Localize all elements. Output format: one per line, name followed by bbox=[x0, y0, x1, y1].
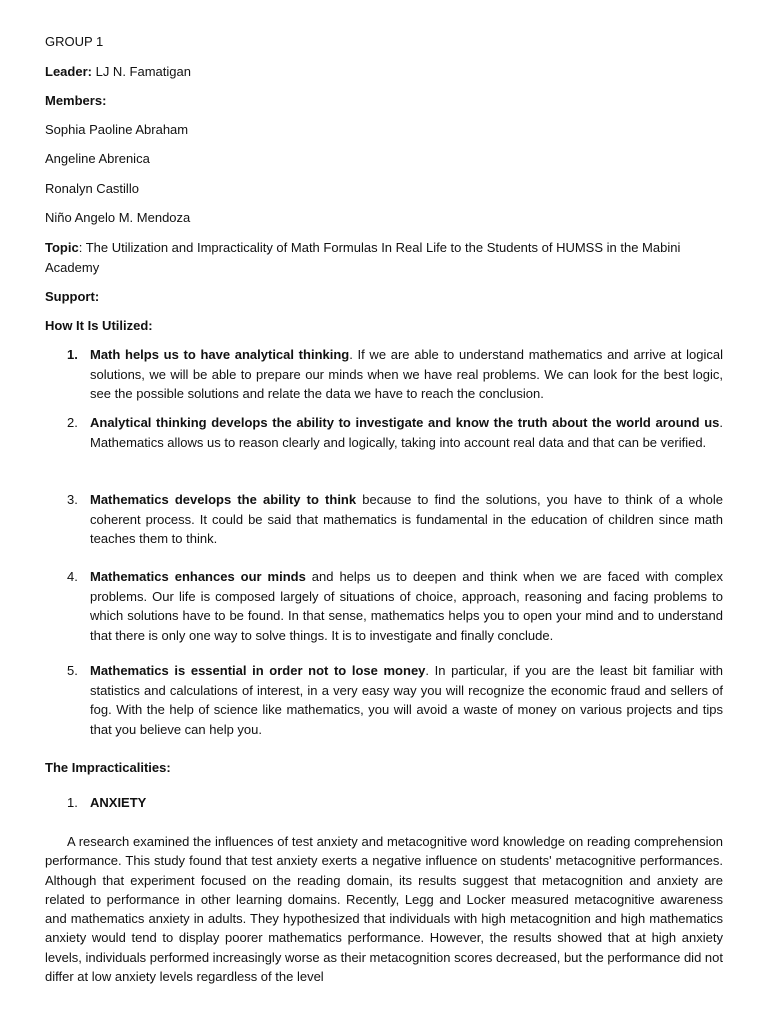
list-item-body: and helps us to deepen and think when we are faced with complex problems. Our life is composed largely of situations of choice, approach, reasoning and facing problems to which solutions have to be found. In that sense, mathematics helps you to open your mind and to understand that there is only one way to solve things. It is to investigate and finally conclude. bbox=[90, 569, 723, 643]
leader-name: LJ N. Famatigan bbox=[95, 64, 191, 79]
list-item-body: because to find the solutions, you have to think of a whole coherent process. It could be said that mathematics is fundamental in the education of children since math teaches them to think. bbox=[90, 492, 723, 546]
topic-label: Topic bbox=[45, 240, 79, 255]
list-text bbox=[90, 413, 723, 452]
leader-label: Leader: bbox=[45, 64, 92, 79]
list-number: 1. bbox=[67, 347, 78, 362]
topic-text: : The Utilization and Impracticality of Math Formulas In Real Life to the Students of HUMSS in the Mabini Academy bbox=[45, 240, 681, 275]
member-name: Sophia Paoline Abraham bbox=[45, 122, 189, 137]
list-item-body: . If we are able to understand mathematics and arrive at logical solutions, we will be able to prepare our minds when we have real problems. We can look for the best logic, see the possible solutions and relate the data we have to reach the conclusion. bbox=[90, 347, 723, 401]
member-name: Niño Angelo M. Mendoza bbox=[45, 210, 191, 225]
members-heading: Members: bbox=[45, 93, 107, 108]
topic-line bbox=[45, 238, 723, 277]
member-name: Ronalyn Castillo bbox=[45, 181, 139, 196]
list-item-title: ANXIETY bbox=[90, 795, 147, 810]
list-item-body: . In particular, if you are the least bit familiar with statistics and calculations of interest, in a very easy way you will recognize the economic fraud and sellers of fog. With the help of science like mathematics, you will avoid a waste of money on various projects and tips that you believe can help you. bbox=[90, 663, 723, 737]
list-number: 5. bbox=[67, 663, 78, 678]
list-number: 2. bbox=[67, 415, 78, 430]
list-number: 4. bbox=[67, 569, 78, 584]
list-item-title: Analytical thinking develops the ability to investigate and know the truth about the world around us bbox=[90, 415, 720, 430]
list-item bbox=[45, 490, 723, 549]
list-item bbox=[45, 567, 723, 645]
leader-line bbox=[45, 62, 191, 82]
list-item bbox=[45, 793, 723, 813]
list-text bbox=[90, 661, 723, 739]
list-item-title: Math helps us to have analytical thinking bbox=[90, 347, 350, 362]
list-number: 1. bbox=[67, 795, 78, 810]
impracticalities-heading: The Impracticalities: bbox=[45, 760, 171, 775]
list-item-title: Mathematics enhances our minds bbox=[90, 569, 306, 584]
support-heading: Support: bbox=[45, 289, 100, 304]
anxiety-paragraph: A research examined the influences of test anxiety and metacognitive word knowledge on reading comprehension performance. This study found that test anxiety exerts a negative influence on students' metacognitive performances. Although that experiment focused on the reading domain, its results suggest that metacognition and anxiety are related to performance in other learning domains. Recently, Legg and Locker measured metacognitive awareness and mathematics anxiety in adults. They hypothesized that individuals with high metacognition and high mathematics anxiety would tend to display poorer mathematics performance. However, the results showed that at high anxiety levels, individuals performed increasingly worse as their metacognition scores decreased, but the performance did not differ at low anxiety levels regardless of the level bbox=[45, 834, 723, 985]
list-item bbox=[45, 661, 723, 739]
utilized-heading: How It Is Utilized: bbox=[45, 318, 153, 333]
list-text bbox=[90, 345, 723, 404]
member-name: Angeline Abrenica bbox=[45, 151, 150, 166]
list-item bbox=[45, 413, 723, 452]
group-title: GROUP 1 bbox=[45, 34, 104, 49]
list-item-title: Mathematics develops the ability to think bbox=[90, 492, 357, 507]
list-number: 3. bbox=[67, 492, 78, 507]
list-text bbox=[90, 490, 723, 549]
list-item bbox=[45, 345, 723, 404]
list-item-body: . Mathematics allows us to reason clearly and logically, taking into account real data and that can be verified. bbox=[90, 415, 723, 450]
list-item-title: Mathematics is essential in order not to lose money bbox=[90, 663, 426, 678]
list-text bbox=[90, 567, 723, 645]
